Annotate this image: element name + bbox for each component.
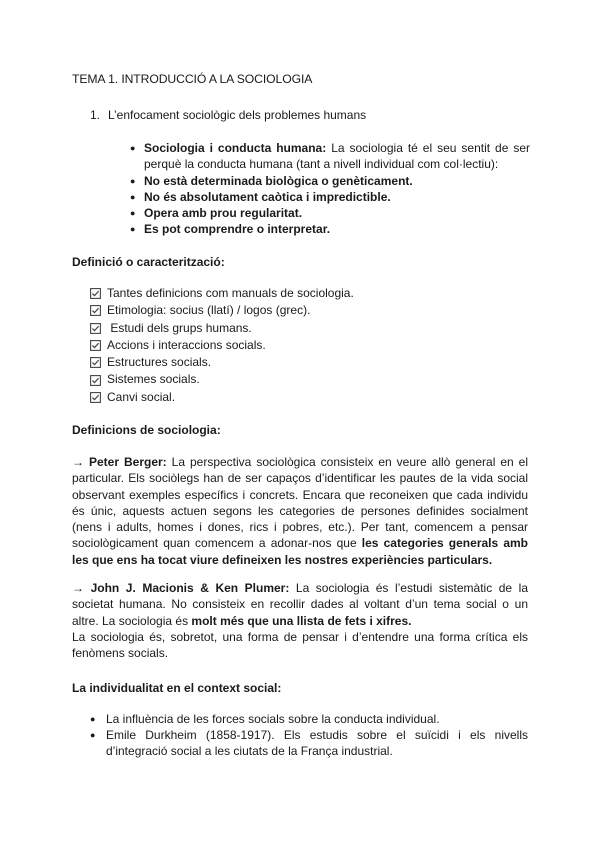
author-name: John J. Macionis & Ken Plumer: [90,581,290,595]
checklist-text: Tantes definicions com manuals de sociologia. [107,286,354,300]
checked-box-icon [90,392,101,403]
bullet-bold: Es pot comprendre o interpretar. [144,221,331,236]
paragraph-line: sociològicament quan comencem a adonar-nos que les categories generals amb [72,536,528,551]
checklist-text: Canvi social. [107,389,176,404]
checklist-text: Etimologia: socius (llatí) / logos (grec). [107,303,311,318]
bullet-item [130,140,530,172]
checklist-text: Sistemes socials. [107,372,200,387]
bullet-item [130,173,530,189]
paragraph-line: fenòmens socials. [72,646,169,661]
author-name: Peter Berger: [88,455,167,469]
bullet-icon: ● [130,223,136,234]
checklist-item [90,354,354,371]
section-heading: Definicions de sociologia: [72,423,221,437]
item-number: 1. [90,108,101,122]
paragraph-line: és únic, aquests actuen segons les categories de persones definides socialment [72,503,528,518]
bullet-item [130,189,530,205]
checklist-item [90,337,354,354]
checklist-item [90,389,354,406]
arrow-icon: → [72,581,84,595]
bullet-icon: ● [130,143,136,153]
paragraph-line: observant exemples específics i concrets. Encara que reconeixen que cada individu [72,487,528,502]
list-item: ● Emile Durkheim (1858-1917). Els estudis sobre el suïcidi i els nivells d’integració social a les ciutats de la França industrial. [90,728,528,759]
bullet-text: La sociologia té el seu sentit de ser [326,141,531,155]
bullet-item [130,205,530,221]
checklist-item [90,285,354,302]
checklist-item [90,302,354,319]
bullet-icon: ● [130,207,136,218]
checklist-item [90,320,354,337]
bullet-icon: ● [130,191,136,202]
checked-box-icon [90,288,101,299]
paragraph-line: societat humana. No consisteix en recollir dades al voltant d’un tema social o un [72,597,528,612]
list-item: ● La influència de les forces socials sobre la conducta individual. [90,712,440,726]
bullet-bold: No és absolutament caòtica i impredictible. [144,189,391,204]
checked-box-icon [90,305,101,316]
section-heading: Definició o caracterització: [72,255,225,269]
bullet-item [130,221,530,237]
checklist-text: Estudi dels grups humans. [107,320,252,335]
individualitat-list [90,711,528,760]
bullet-bold: Sociologia i conducta humana: [144,141,327,155]
paragraph-line: particular. Els sociòlegs han de ser capaços d’identificar les pautes de la vida social [72,471,528,486]
macionis-paragraph [72,580,528,661]
checklist-text: Estructures socials. [107,355,212,370]
berger-paragraph [72,454,528,568]
paragraph-line: → Peter Berger: La perspectiva sociològica consisteix en veure allò general en el [72,455,529,469]
bullet-icon: ● [90,714,96,724]
paragraph-line: altre. La sociologia és molt més que una llista de fets i xifres. [72,613,412,628]
bullet-bold: No està determinada biològica o genèticament. [144,173,413,188]
checked-box-icon [90,375,101,386]
checklist [90,285,354,406]
page-title: TEMA 1. INTRODUCCIÓ A LA SOCIOLOGIA [72,72,313,86]
numbered-item-1 [90,108,366,122]
paragraph-line: les que ens ha tocat viure defineixen les nostres experiències particulars. [72,552,493,567]
paragraph-line: La sociologia és, sobretot, una forma de pensar i d’entendre una forma crítica els [72,629,528,644]
item-text: L’enfocament sociològic dels problemes humans [108,108,367,122]
bullet-text-line2: perquè la conducta humana (tant a nivell individual com col·lectiu): [144,157,499,172]
section-heading: La individualitat en el context social: [72,681,282,695]
checked-box-icon [90,357,101,368]
bullet-icon: ● [130,175,136,186]
paragraph-line: → John J. Macionis & Ken Plumer: La sociologia és l’estudi sistemàtic de la [72,581,528,595]
checklist-text: Accions i interaccions socials. [107,337,266,352]
checked-box-icon [90,340,101,351]
checked-box-icon [90,323,101,334]
checklist-item [90,371,354,388]
arrow-icon: → [72,455,84,469]
bullet-bold: Opera amb prou regularitat. [144,205,303,220]
paragraph-line: (nens i adults, homes i dones, rics i pobres, etc.). Per tant, comencem a pensar [72,520,528,535]
bullet-icon: ● [90,730,96,741]
